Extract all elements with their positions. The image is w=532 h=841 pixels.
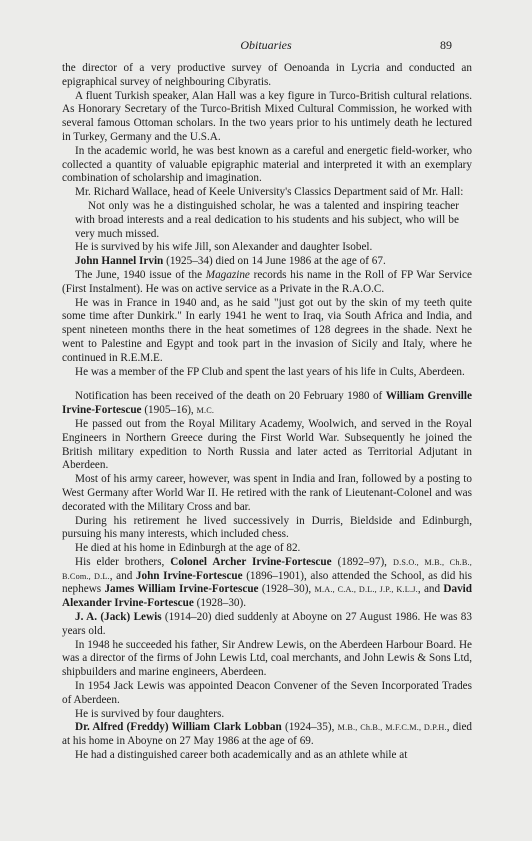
paragraph — [62, 255, 472, 269]
paragraph — [75, 200, 459, 241]
paragraph-text: (1892–97), — [331, 555, 393, 568]
paragraph-text: (1925–34) died on 14 June 1986 at the age of 67. — [163, 255, 386, 268]
paragraph-text: Not only was he a distinguished scholar, he was a talented and inspiring teacher with broad interests and a real dedication to his students and his subject, who will be very much missed. — [75, 199, 459, 240]
paragraph-text: He was in France in 1940 and, as he said "just got out by the skin of my teeth quite some time after Dunkirk." In early 1941 he went to Iraq, via South Africa and India, and spent nineteen months there in the heat sometimes of 128 degrees in the shade. Next he went to Palestine and Egypt and took part in the invasion of Sicily and Italy, where he continued in R.E.M.E. — [62, 296, 472, 364]
paragraph-text: , died at his home in Aboyne on 27 May 1986 at the age of 69. — [62, 721, 473, 748]
paragraph-text: During his retirement he lived successively in Durris, Bieldside and Edinburgh, pursuing his many interests, which included chess. — [62, 514, 472, 541]
paragraph — [62, 186, 472, 200]
degrees-abbrev: M.A., C.A., D.L., J.P., K.L.J. — [314, 585, 418, 595]
paragraph-text: (1896–1901), also attended the School, as did his nephews — [62, 569, 472, 596]
paragraph-text: He is survived by his wife Jill, son Alexander and daughter Isobel. — [75, 241, 373, 254]
paragraph — [62, 62, 472, 90]
paragraph — [62, 639, 472, 680]
paragraph — [62, 297, 472, 366]
paragraph — [62, 90, 472, 145]
paragraph-text: (1928–30). — [193, 597, 247, 610]
paragraph-text: Mr. Richard Wallace, head of Keele University's Classics Department said of Mr. Hall: — [75, 186, 464, 199]
paragraph — [62, 721, 472, 749]
paragraph-text: Most of his army career, however, was spent in India and Iran, followed by a posting to West Germany after World War II. He retired with the rank of Lieutenant-Colonel and was decorated with the Military Cross and bar. — [62, 473, 472, 513]
paragraph-text: In 1954 Jack Lewis was appointed Deacon Convener of the Seven Incorporated Trades of Aberdeen. — [62, 680, 472, 706]
paragraph — [62, 390, 472, 418]
paragraph-text: The June, 1940 issue of the — [75, 268, 206, 281]
paragraph-text: His elder brothers, — [75, 555, 171, 568]
paragraph-text: He died at his home in Edinburgh at the age of 82. — [75, 542, 301, 555]
paragraph — [62, 542, 472, 556]
paragraph — [62, 241, 472, 255]
paragraph-text: In 1948 he succeeded his father, Sir Andrew Lewis, on the Aberdeen Harbour Board. He was a director of the firms of John Lewis Ltd, coal merchants, and John Lewis & Sons Ltd, shipbuilders and marine engineers, Aberdeen. — [62, 638, 472, 679]
running-title: Obituaries — [240, 38, 292, 52]
person-name: Dr. Alfred (Freddy) William Clark Lobban — [75, 721, 282, 734]
paragraph-text: (1914–20) died suddenly at Aboyne on 27 August 1986. He was 83 years old. — [62, 611, 472, 637]
paragraph-text: the director of a very productive survey of Oenoanda in Lycria and conducted an epigraphical survey of neighbouring Cibyratis. — [62, 62, 472, 88]
paragraph-text: He passed out from the Royal Military Academy, Woolwich, and served in the Royal Engineers in Northern Greece during the First World War. Subsequently he joined the British military expedition to North Russia and later acted as Territorial Adjutant in Aberdeen. — [62, 417, 472, 472]
paragraph — [62, 680, 472, 708]
paragraph-text: (1924–35), — [281, 721, 338, 734]
paragraph — [62, 556, 472, 611]
paragraph-text: (1928–30), — [258, 583, 315, 596]
italic-title: Magazine — [205, 268, 250, 281]
page-header — [0, 37, 532, 53]
degrees-abbrev: M.C. — [196, 406, 215, 416]
paragraph-text: He was a member of the FP Club and spent the last years of his life in Cults, Aberdeen. — [75, 365, 465, 378]
person-name: John Hannel Irvin — [75, 255, 164, 268]
paragraph-text: He had a distinguished career both academically and as an athlete while at — [75, 749, 408, 762]
degrees-abbrev: M.B., Ch.B., M.F.C.M., D.P.H. — [337, 723, 447, 733]
paragraph — [62, 269, 472, 297]
paragraph — [62, 145, 472, 186]
person-name: William Grenville Irvine-Fortescue — [62, 390, 472, 417]
paragraph-text: , and — [417, 583, 444, 596]
paragraph — [62, 366, 472, 380]
person-name: James William Irvine-Fortescue — [104, 583, 259, 596]
paragraph — [62, 611, 472, 639]
person-name: J. A. (Jack) Lewis — [75, 611, 162, 624]
paragraph — [62, 515, 472, 543]
paragraph-text: Notification has been received of the death on 20 February 1980 of — [75, 390, 386, 403]
obituaries-body — [62, 62, 472, 763]
paragraph-text: A fluent Turkish speaker, Alan Hall was a key figure in Turco-British cultural relations. As Honorary Secretary of the Turco-British Mixed Cultural Commission, he worked with several famous Ottoman scholars. In the two years prior to his untimely death he lectured in Turkey, Germany and the U.S.A. — [62, 89, 472, 143]
paragraph-text: In the academic world, he was best known as a careful and energetic field-worker, who collected a quantity of valuable epigraphic material and interpreted it with an exemplary combination of scholarship and imagination. — [62, 144, 472, 185]
paragraph-text: (1905–16), — [141, 404, 197, 417]
page-number: 89 — [440, 38, 452, 52]
paragraph-text: , and — [109, 569, 136, 582]
person-name: David Alexander Irvine-Fortescue — [62, 583, 472, 610]
paragraph-text: He is survived by four daughters. — [75, 707, 225, 720]
paragraph — [62, 708, 472, 722]
paragraph-text: records his name in the Roll of FP War Service (First Instalment). He was on active service as a Private in the R.A.O.C. — [62, 268, 472, 295]
paragraph — [62, 749, 472, 763]
person-name: Colonel Archer Irvine-Fortescue — [170, 555, 332, 568]
person-name: John Irvine-Fortescue — [135, 569, 243, 582]
paragraph — [62, 418, 472, 473]
paragraph — [62, 473, 472, 514]
degrees-abbrev: D.S.O., M.B., Ch.B., B.Com., D.L. — [62, 557, 473, 581]
